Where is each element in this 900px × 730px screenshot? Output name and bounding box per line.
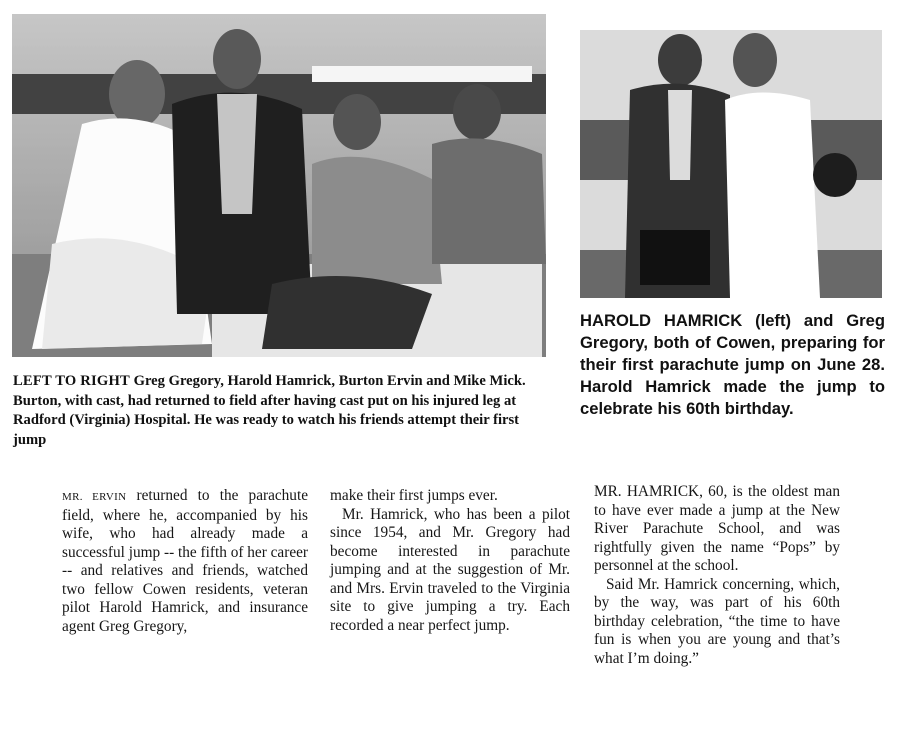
- article-column-1: [62, 487, 308, 636]
- caption-lead: HAROLD HAMRICK: [580, 311, 743, 330]
- article-paragraph: make their first jumps ever.: [330, 487, 498, 504]
- article-paragraph: Said Mr. Hamrick concerning, which, by the way, was part of his 60th birthday celebration, “the time to have fun is when you are young and that’s what I’m doing.”: [594, 575, 840, 667]
- paragraph-lead: MR. ERVIN: [62, 491, 127, 503]
- article-column-3: [594, 483, 840, 668]
- two-men-photo-icon: [580, 30, 882, 298]
- caption-body: (left) and Greg Gregory, both of Cowen, preparing for their first parachute jump on June 28. Harold Hamrick made the jump to celebrate his 60th birthday.: [580, 311, 885, 418]
- right-photo-caption: [580, 310, 885, 420]
- two-men-photo: [580, 30, 882, 298]
- caption-body: Greg Gregory, Harold Hamrick, Burton Ervin and Mike Mick. Burton, with cast, had returned to field after having cast put on his injured leg at Radford (Virginia) Hospital. He was ready to watch his friends attempt their first jump: [13, 373, 526, 448]
- article-paragraph: [62, 487, 308, 636]
- group-photo-icon: [12, 14, 546, 357]
- paragraph-text: returned to the parachute field, where he, accompanied by his wife, who had already made a successful jump -- the fifth of her career -- and relatives and friends, watched two fellow Cowen residents, veteran pilot Harold Hamrick, and insurance agent Greg Gregory,: [62, 487, 308, 635]
- article-paragraph: Mr. Hamrick, who has been a pilot since 1954, and Mr. Gregory had become interested in parachute jumping and at the suggestion of Mr. and Mrs. Ervin traveled to the Virginia site to give jumping a try. Each recorded a near perfect jump.: [330, 505, 570, 634]
- left-photo-caption: [13, 372, 553, 450]
- article-column-2: [330, 487, 570, 635]
- caption-lead: LEFT TO RIGHT: [13, 373, 130, 389]
- group-photo: [12, 14, 546, 357]
- article-paragraph: MR. HAMRICK, 60, is the oldest man to have ever made a jump at the New River Parachute School, and was rightfully given the name “Pops” by personnel at the school.: [594, 483, 840, 574]
